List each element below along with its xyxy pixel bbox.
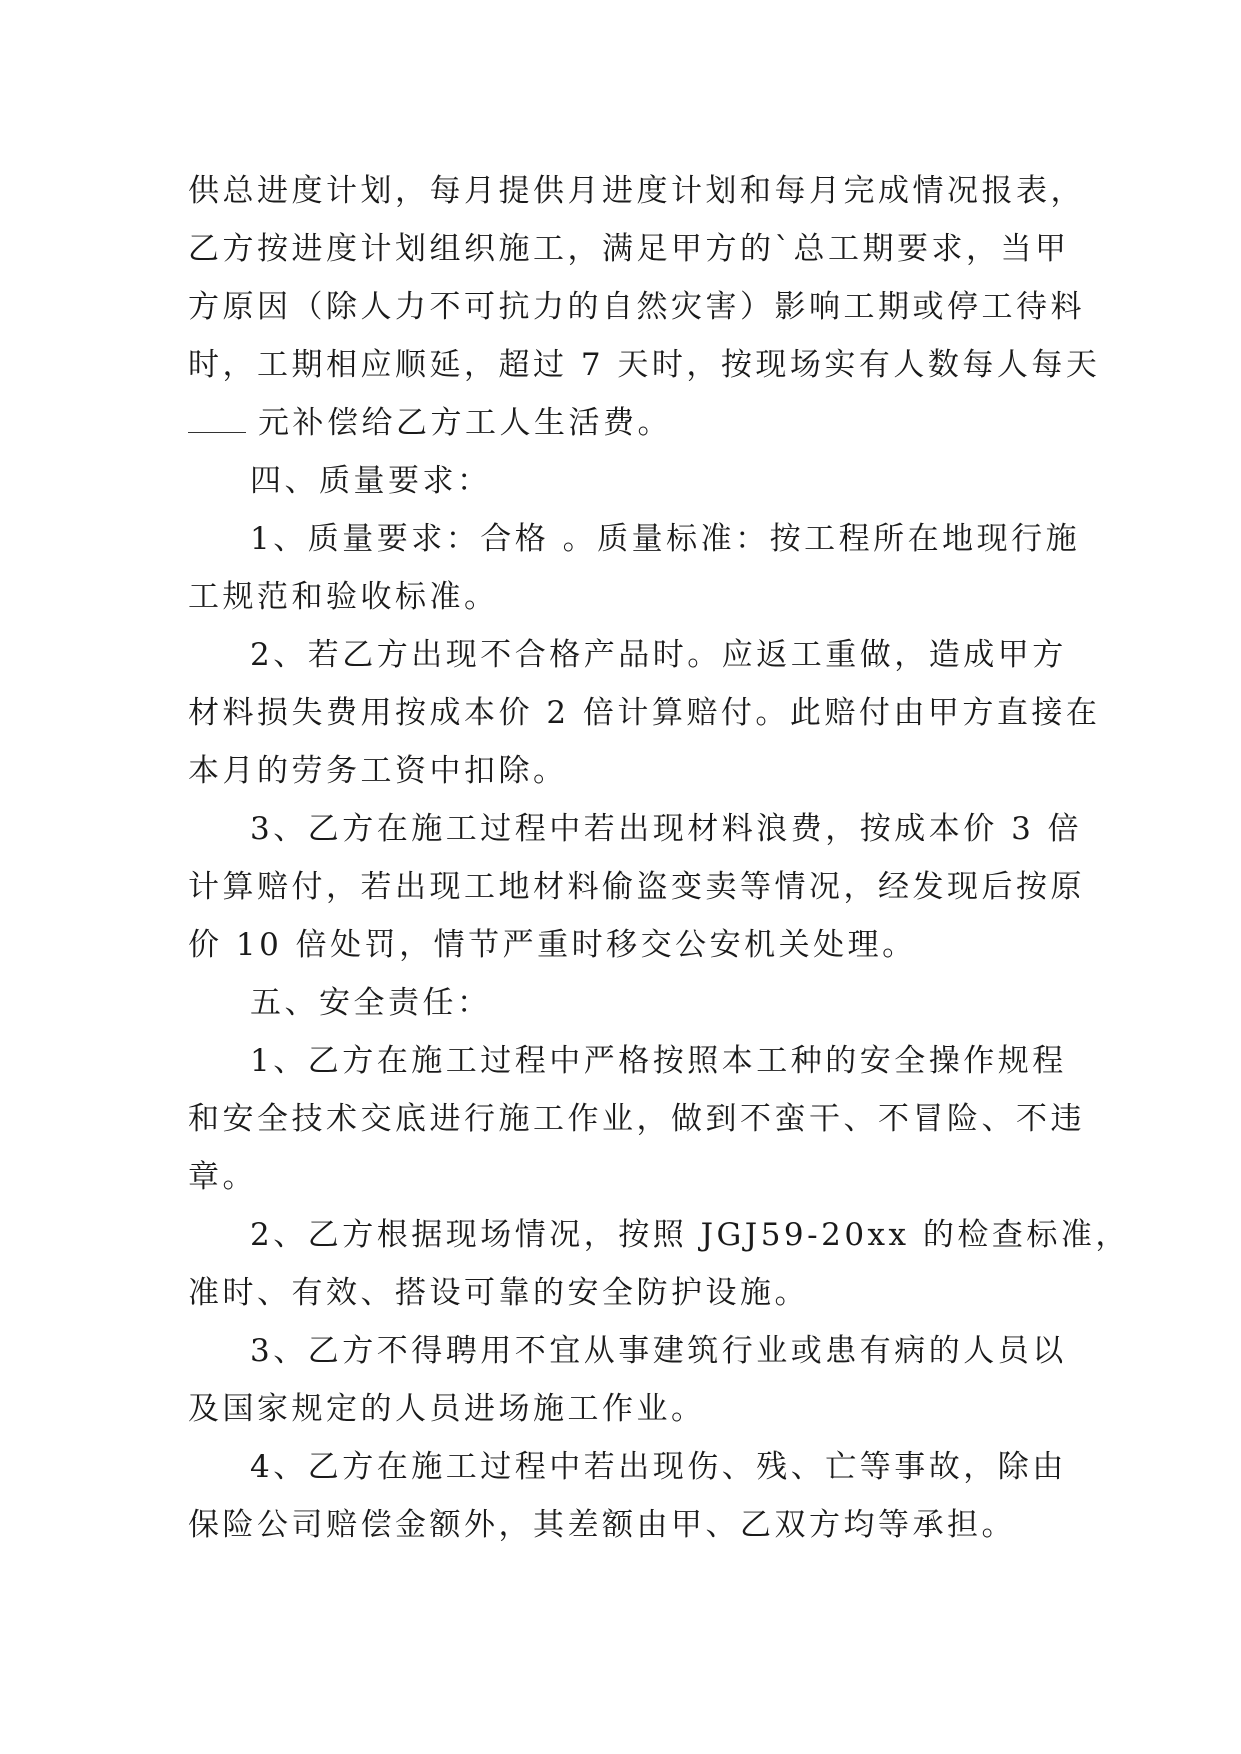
paragraph-line: 准时、有效、搭设可靠的安全防护设施。 bbox=[188, 1275, 809, 1311]
paragraph-line: 工规范和验收标准。 bbox=[188, 579, 499, 615]
paragraph-line: 时，工期相应顺延，超过 7 天时，按现场实有人数每人每天 bbox=[188, 347, 1101, 383]
paragraph-line: 4、乙方在施工过程中若出现伤、残、亡等事故，除由 bbox=[250, 1449, 1067, 1485]
progress-paragraph bbox=[188, 162, 1101, 452]
paragraph-line: 2、乙方根据现场情况，按照 JGJ59-20xx 的检查标准， bbox=[250, 1217, 1130, 1253]
paragraph-line: 材料损失费用按成本价 2 倍计算赔付。此赔付由甲方直接在 bbox=[188, 695, 1101, 731]
paragraph-text: 元补偿给乙方工人生活费。 bbox=[258, 405, 672, 441]
document-body bbox=[188, 162, 1130, 1554]
paragraph-line: 2、若乙方出现不合格产品时。应返工重做，造成甲方 bbox=[250, 637, 1067, 673]
section-heading: 五、安全责任： bbox=[250, 985, 492, 1021]
paragraph-line: 供总进度计划，每月提供月进度计划和每月完成情况报表， bbox=[188, 173, 1085, 209]
paragraph-line: 章。 bbox=[188, 1159, 257, 1195]
paragraph-line: 乙方按进度计划组织施工，满足甲方的`总工期要求，当甲 bbox=[188, 231, 1070, 267]
paragraph-line-with-blank bbox=[188, 394, 1058, 452]
paragraph-line: 及国家规定的人员进场施工作业。 bbox=[188, 1391, 706, 1427]
paragraph-line: 本月的劳务工资中扣除。 bbox=[188, 753, 568, 789]
paragraph-line: 3、乙方不得聘用不宜从事建筑行业或患有病的人员以 bbox=[250, 1333, 1067, 1369]
paragraph-line: 和安全技术交底进行施工作业，做到不蛮干、不冒险、不违 bbox=[188, 1101, 1085, 1137]
paragraph-line: 3、乙方在施工过程中若出现材料浪费，按成本价 3 倍 bbox=[250, 811, 1083, 847]
paragraph-line: 方原因（除人力不可抗力的自然灾害）影响工期或停工待料 bbox=[188, 289, 1085, 325]
paragraph-line: 1、质量要求：合格 。质量标准：按工程所在地现行施 bbox=[250, 521, 1081, 557]
section-safety bbox=[188, 974, 1130, 1554]
paragraph-line: 计算赔付，若出现工地材料偷盗变卖等情况，经发现后按原 bbox=[188, 869, 1085, 905]
paragraph-line: 保险公司赔偿金额外，其差额由甲、乙双方均等承担。 bbox=[188, 1507, 1016, 1543]
paragraph-line: 1、乙方在施工过程中严格按照本工种的安全操作规程 bbox=[250, 1043, 1067, 1079]
fill-in-blank bbox=[188, 410, 246, 433]
section-heading: 四、质量要求： bbox=[250, 463, 492, 499]
section-quality bbox=[188, 452, 1101, 974]
paragraph-line: 价 10 倍处罚，情节严重时移交公安机关处理。 bbox=[188, 927, 917, 963]
